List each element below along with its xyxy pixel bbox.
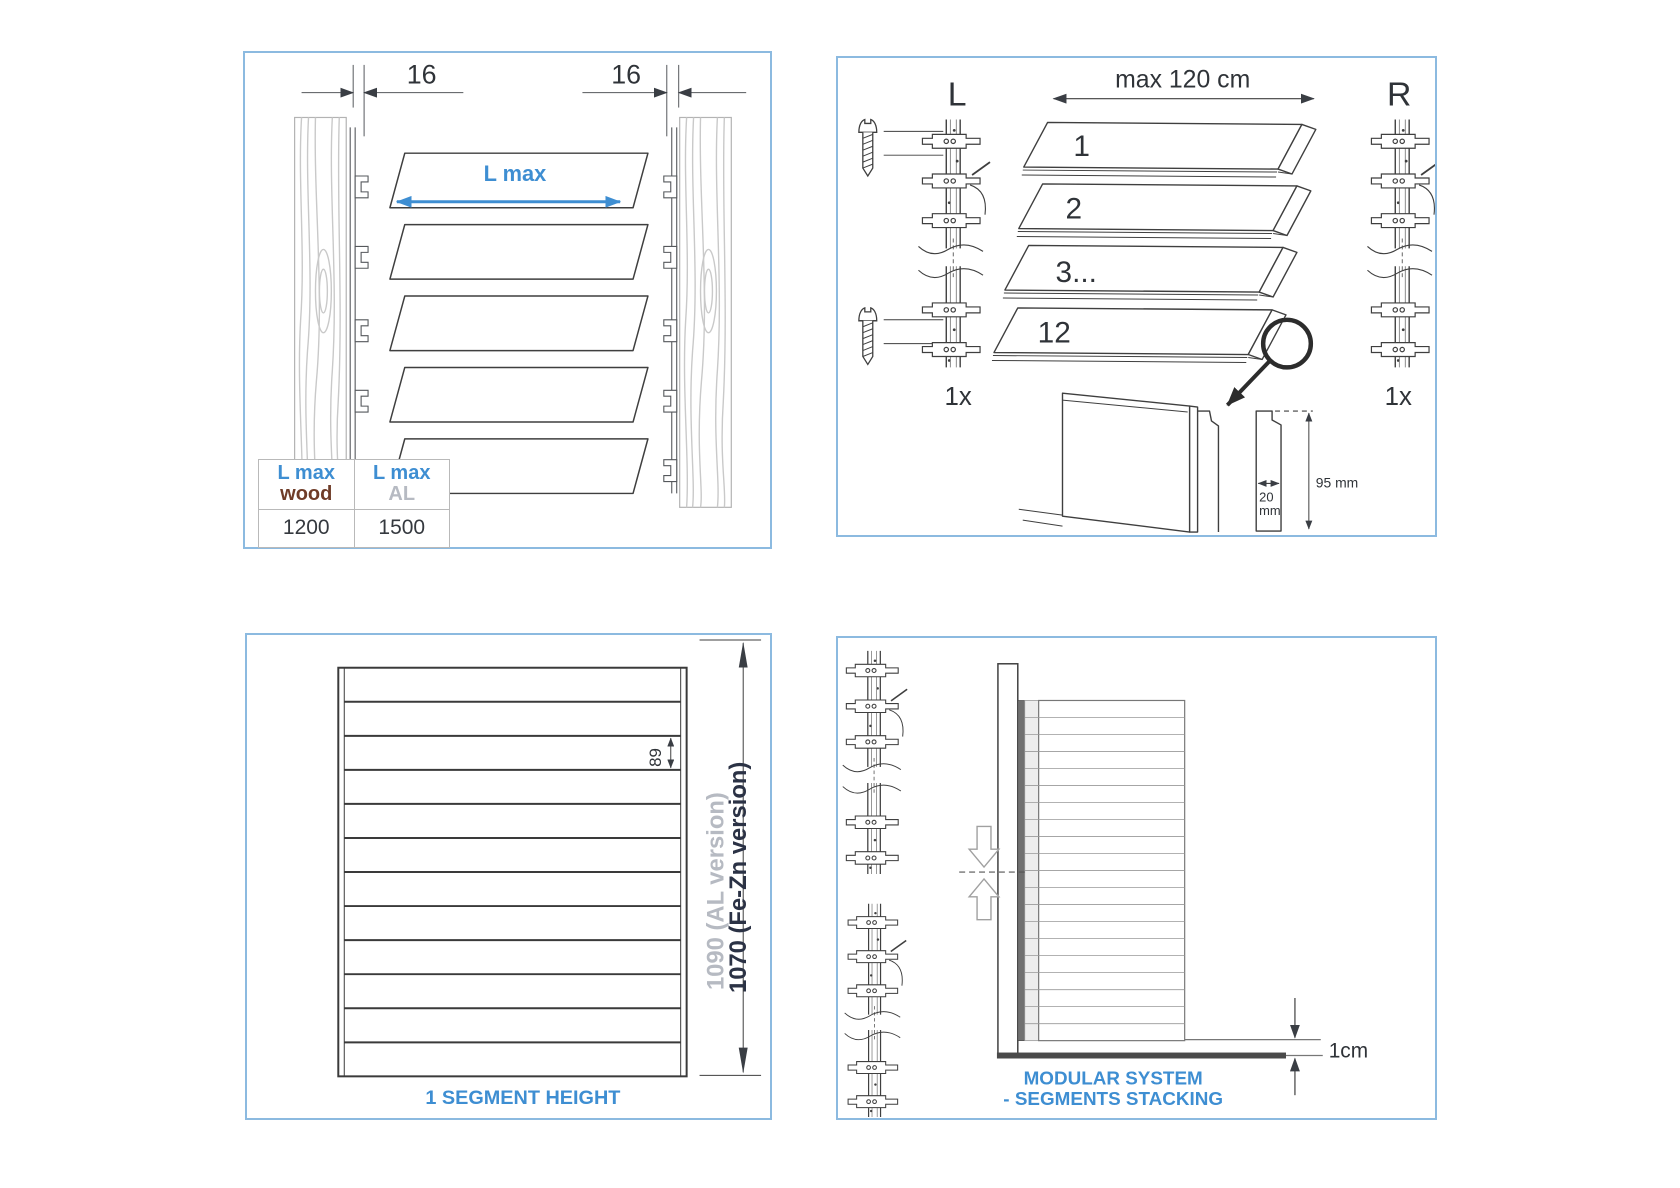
panel-modular-stacking-drawing <box>838 638 1435 1118</box>
rail-assembly-right <box>1367 119 1435 367</box>
slat-3 <box>1003 245 1297 300</box>
height-fezn-label: 1070 (Fe-Zn version) <box>725 761 753 994</box>
rail-assembly-upper <box>843 651 907 874</box>
mounting-rail-left <box>350 127 368 493</box>
screw-icon <box>859 308 877 365</box>
lmax-head-2: L max <box>373 462 431 484</box>
panel-rails-slats-drawing <box>838 58 1435 535</box>
max-width-dim: max 120 cm <box>1115 66 1251 94</box>
panel-rails-slats <box>836 56 1437 537</box>
right-rail-qty: 1x <box>1384 383 1412 412</box>
left-rail-label: L <box>947 75 967 114</box>
detail-width-dim-2: mm <box>1259 503 1281 519</box>
lmax-value-wood: 1200 <box>259 510 355 547</box>
panel-slat-span <box>243 51 772 549</box>
post-and-stack <box>998 664 1185 1056</box>
panel-segment-height <box>245 633 772 1120</box>
panel-segment-height-drawing <box>247 635 770 1118</box>
left-rail-qty: 1x <box>944 383 972 412</box>
detail-width-dim-1: 20 <box>1259 489 1274 505</box>
gap-dim-right-value: 16 <box>611 59 641 90</box>
detail-slat-end <box>1019 393 1219 532</box>
slats <box>390 153 648 493</box>
rail-assembly-lower <box>845 904 907 1117</box>
detail-callout-arrow <box>1227 359 1271 405</box>
segment-slat-stack <box>338 668 686 1077</box>
lmax-sub-wood: wood <box>280 483 333 505</box>
lmax-table-head-wood <box>259 460 355 510</box>
right-rail-label: R <box>1387 75 1412 114</box>
wood-post-right <box>680 117 732 507</box>
slat-3-number: 3... <box>1055 256 1097 290</box>
slat-1 <box>1022 122 1316 177</box>
stacking-caption-line2: - SEGMENTS STACKING <box>1003 1088 1223 1110</box>
slat-2-number: 2 <box>1065 192 1083 226</box>
lmax-value-al: 1500 <box>378 516 426 539</box>
mounting-rail-right <box>664 127 677 493</box>
segment-caption: 1 SEGMENT HEIGHT <box>425 1087 621 1110</box>
slat-1-number: 1 <box>1073 130 1090 164</box>
slat-2 <box>1017 184 1311 239</box>
stacking-caption-line1: MODULAR SYSTEM <box>1023 1067 1203 1089</box>
lmax-table <box>258 459 450 548</box>
gap-dim-left-value: 16 <box>406 59 437 90</box>
slat-12 <box>992 308 1286 363</box>
height-al-label: 1090 (AL version) <box>702 792 730 991</box>
lmax-head-1: L max <box>277 462 335 484</box>
lmax-sub-al: AL <box>388 483 416 505</box>
panel-modular-stacking <box>836 636 1437 1120</box>
lmax-label: L max <box>483 160 547 186</box>
gap-dim-value: 1cm <box>1328 1039 1369 1063</box>
slat-12-number: 12 <box>1037 316 1071 350</box>
wood-post-left <box>295 117 347 507</box>
detail-height-dim: 95 mm <box>1315 474 1359 491</box>
rail-assembly-left <box>918 119 990 367</box>
slat-height-dim: 89 <box>645 748 665 767</box>
lmax-table-head-al <box>355 460 450 510</box>
screw-icon <box>859 119 877 176</box>
